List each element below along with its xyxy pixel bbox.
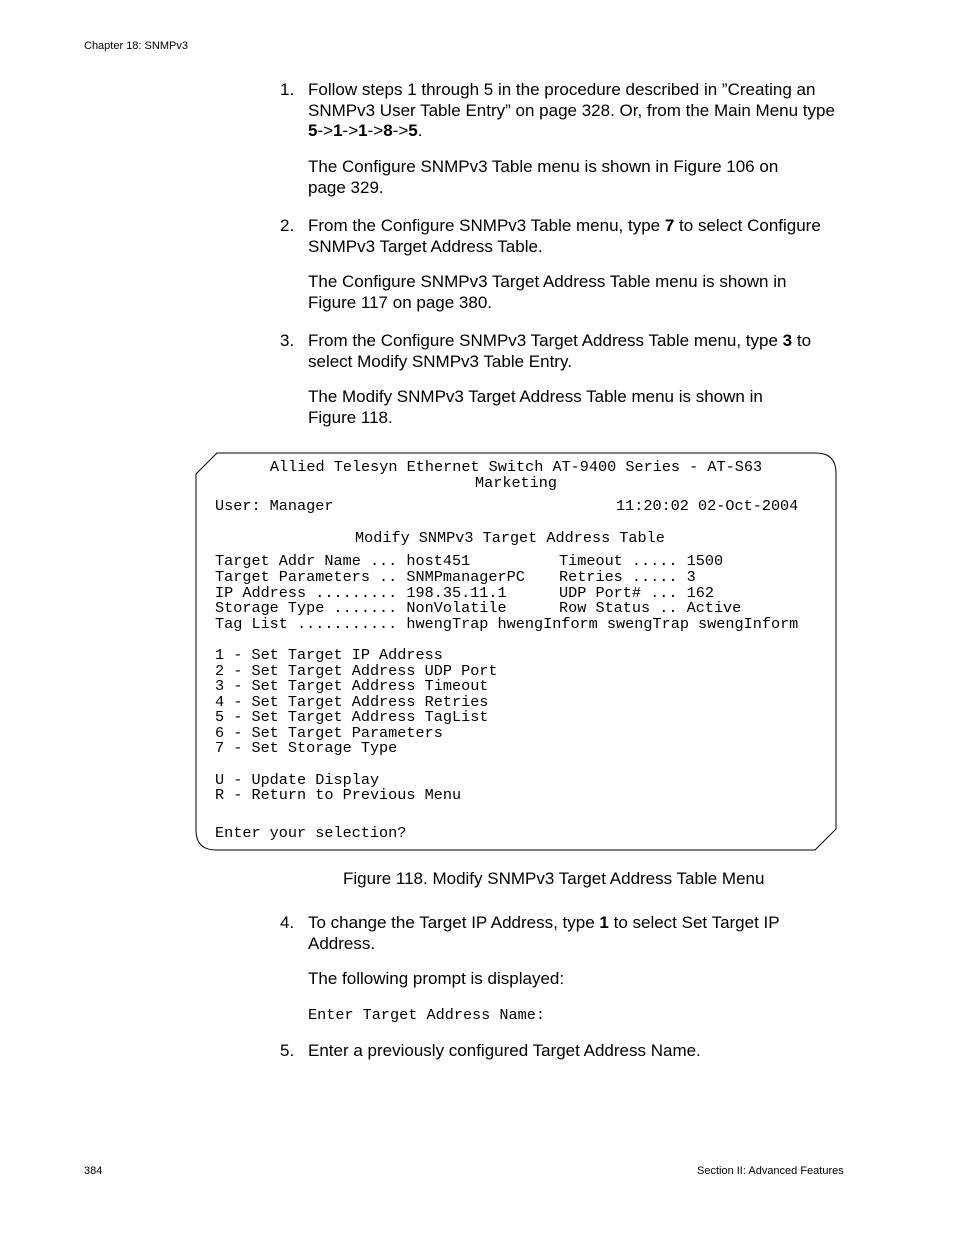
step-number: 1. bbox=[280, 80, 295, 99]
step-note: The Modify SNMPv3 Target Address Table menu is shown in Figure 118. bbox=[308, 387, 763, 427]
terminal-prompt: Enter your selection? bbox=[215, 824, 407, 842]
field-right: UDP Port# ... 162 bbox=[559, 584, 714, 602]
step-text: From the Configure SNMPv3 Table menu, type 7 to select Configure SNMPv3 Target Address Table. bbox=[308, 216, 821, 256]
menu-option-update: U - Update Display bbox=[215, 771, 380, 789]
step-number: 2. bbox=[280, 216, 295, 235]
menu-option-return: R - Return to Previous Menu bbox=[215, 786, 462, 804]
step-text: To change the Target IP Address, type 1 to select Set Target IP Address. bbox=[308, 913, 780, 953]
field-right: Retries ..... 3 bbox=[559, 568, 696, 586]
step-number: 3. bbox=[280, 331, 295, 350]
tag-list-field: Tag List ........... hwengTrap hwengInform swengTrap swengInform bbox=[215, 615, 799, 633]
step-number: 5. bbox=[280, 1041, 295, 1060]
field-left: Target Addr Name ... host451 bbox=[215, 552, 471, 570]
page-number: 384 bbox=[84, 1165, 103, 1177]
step-number: 4. bbox=[280, 913, 295, 932]
menu-option: 3 - Set Target Address Timeout bbox=[215, 677, 489, 695]
menu-option: 5 - Set Target Address TagList bbox=[215, 708, 489, 726]
step-note: The following prompt is displayed: bbox=[308, 969, 565, 988]
figure-caption: Figure 118. Modify SNMPv3 Target Address Table Menu bbox=[343, 869, 765, 888]
field-left: Target Parameters .. SNMPmanagerPC bbox=[215, 568, 525, 586]
menu-option: 2 - Set Target Address UDP Port bbox=[215, 662, 498, 680]
field-right: Row Status .. Active bbox=[559, 599, 742, 617]
chapter-header: Chapter 18: SNMPv3 bbox=[84, 40, 188, 52]
terminal-user: User: Manager bbox=[215, 497, 334, 515]
terminal-screen bbox=[195, 452, 837, 851]
section-footer: Section II: Advanced Features bbox=[697, 1165, 844, 1177]
terminal-datetime: 11:20:02 02-Oct-2004 bbox=[616, 497, 799, 515]
step-text: Enter a previously configured Target Address Name. bbox=[308, 1041, 701, 1060]
terminal-title-line: Allied Telesyn Ethernet Switch AT-9400 Series - AT-S63 bbox=[269, 458, 763, 476]
code-prompt: Enter Target Address Name: bbox=[308, 1006, 545, 1024]
terminal-menu-title: Modify SNMPv3 Target Address Table bbox=[355, 529, 665, 547]
menu-option: 7 - Set Storage Type bbox=[215, 739, 398, 757]
step-note: The Configure SNMPv3 Target Address Table menu is shown in Figure 117 on page 380. bbox=[308, 272, 787, 312]
terminal-location: Marketing bbox=[474, 474, 558, 492]
menu-option: 4 - Set Target Address Retries bbox=[215, 693, 489, 711]
menu-option: 1 - Set Target IP Address bbox=[215, 646, 443, 664]
field-left: Storage Type ....... NonVolatile bbox=[215, 599, 507, 617]
field-left: IP Address ......... 198.35.11.1 bbox=[215, 584, 507, 602]
step-text: From the Configure SNMPv3 Target Address Table menu, type 3 to select Modify SNMPv3 Table Entry. bbox=[308, 331, 812, 371]
step-note: The Configure SNMPv3 Table menu is shown in Figure 106 on page 329. bbox=[308, 157, 779, 197]
field-right: Timeout ..... 1500 bbox=[559, 552, 724, 570]
menu-option: 6 - Set Target Parameters bbox=[215, 724, 443, 742]
step-text: Follow steps 1 through 5 in the procedure described in ”Creating an SNMPv3 User Table Entry” on page 328. Or, from the Main Menu type 5->1->1->8->5. bbox=[308, 80, 835, 140]
